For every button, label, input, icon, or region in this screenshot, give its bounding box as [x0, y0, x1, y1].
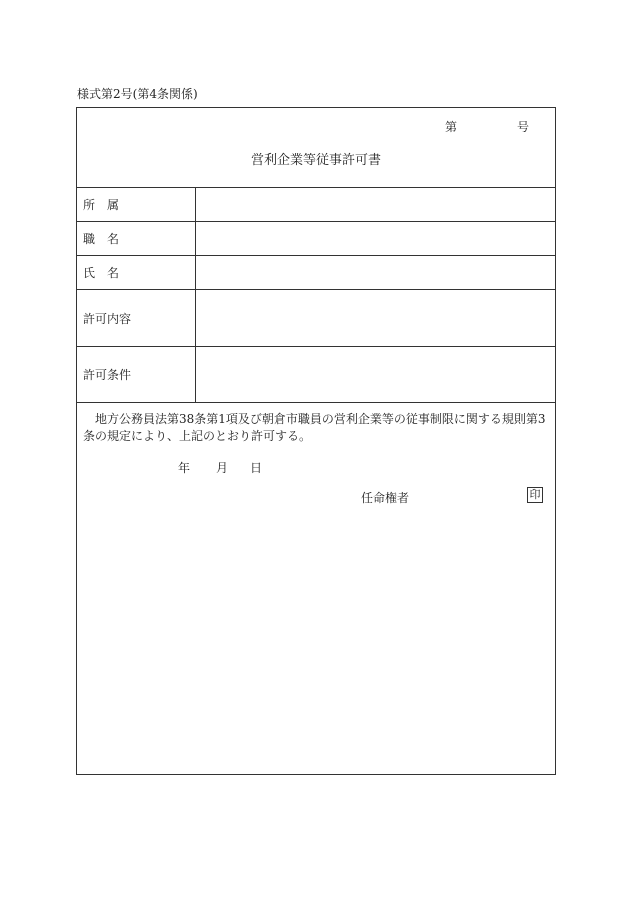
document-title: 営利企業等従事許可書 [250, 153, 381, 168]
permission-statement: 地方公務員法第38条第1項及び朝倉市職員の営利企業等の従事制限に関する規則第3条の規定により、上記のとおり許可する。 [83, 412, 546, 443]
field-label: 職 名 [77, 222, 196, 255]
field-value [196, 290, 555, 346]
date-line [77, 459, 555, 475]
field-value [196, 256, 555, 289]
field-row-affiliation [77, 187, 555, 221]
number-suffix: 号 [517, 120, 530, 134]
field-label: 許可内容 [77, 290, 196, 346]
field-label: 所 属 [77, 188, 196, 221]
date-month: 月 [216, 461, 229, 475]
field-label: 許可条件 [77, 347, 196, 402]
number-prefix: 第 [445, 120, 458, 134]
field-value [196, 222, 555, 255]
form-fields-table [77, 187, 555, 403]
form-number-label: 様式第2号(第4条関係) [77, 87, 198, 101]
field-label: 氏 名 [77, 256, 196, 289]
field-value [196, 347, 555, 402]
date-year: 年 [178, 461, 191, 475]
date-day: 日 [250, 461, 263, 475]
field-row-position [77, 221, 555, 255]
field-row-name [77, 255, 555, 289]
document-number-row [77, 118, 555, 138]
field-row-permission-conditions [77, 346, 555, 403]
field-value [196, 188, 555, 221]
field-row-permission-content [77, 289, 555, 346]
seal-mark: 印 [527, 487, 543, 503]
appointing-authority: 任命権者 [361, 491, 410, 505]
permit-form-frame [76, 107, 556, 775]
